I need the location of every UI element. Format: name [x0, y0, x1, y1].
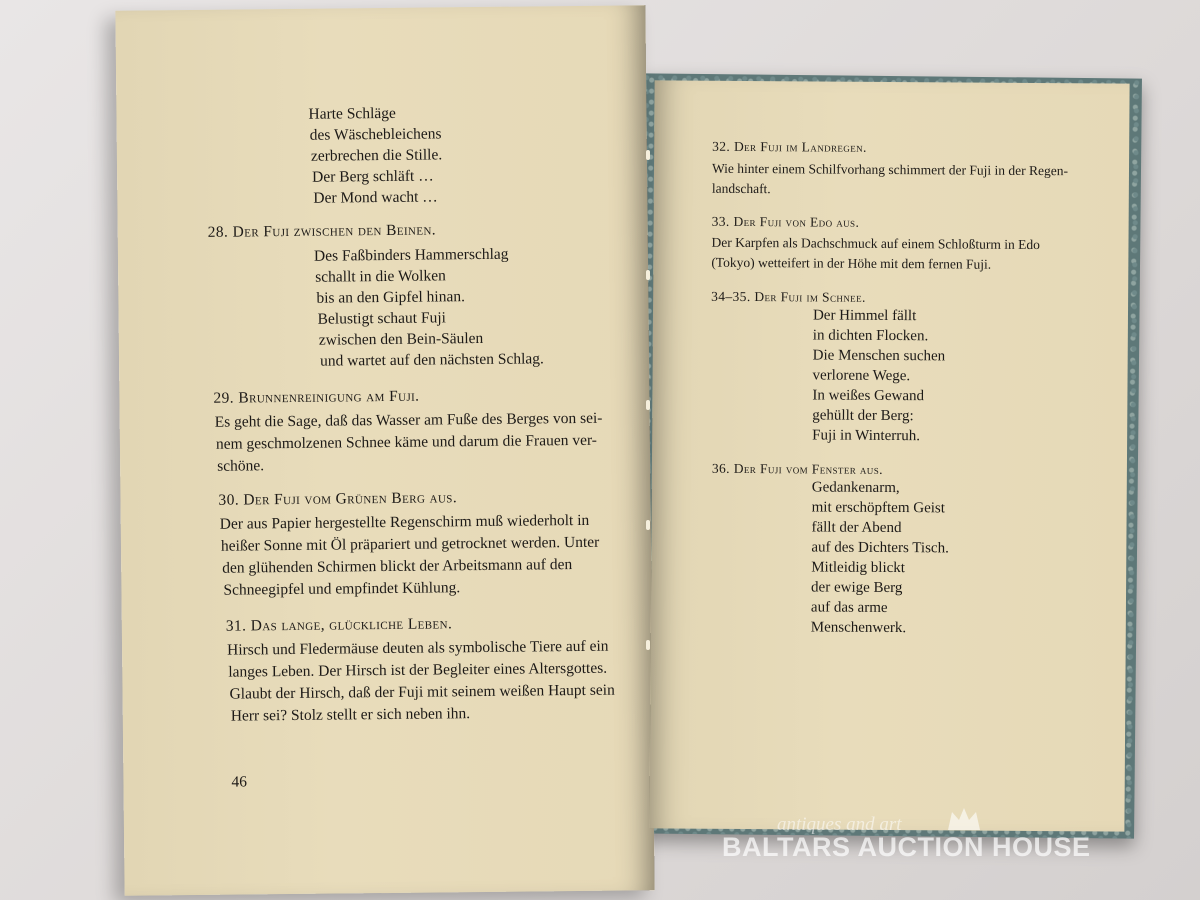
right-page	[649, 80, 1129, 831]
poem-line: auf das arme	[810, 599, 888, 616]
left-page	[115, 5, 654, 896]
poem-line: Der Berg schläft …	[312, 167, 434, 186]
prose-line: den glühenden Schirmen blickt der Arbeitsmann auf den	[222, 556, 573, 577]
poem-line: Des Faßbinders Hammerschlag	[313, 245, 509, 265]
prose-line: nem geschmolzenen Schnee käme und darum die Frauen ver-	[215, 431, 598, 453]
watermark-script: antiques and art	[777, 814, 902, 835]
section-heading-36: 36. Der Fuji vom Fenster aus.	[711, 460, 883, 477]
poem-line: schallt in die Wolken	[315, 267, 446, 286]
prose-line: schöne.	[217, 457, 265, 475]
poem-line: Die Menschen suchen	[812, 347, 946, 365]
prose-line: Der aus Papier hergestellte Regenschirm muß wiederholt in	[219, 511, 590, 533]
poem-line: Gedankenarm,	[811, 479, 900, 497]
prose-line: Herr sei? Stolz stellt er sich neben ihn.	[230, 705, 471, 725]
poem-line: des Wäschebleichens	[309, 125, 442, 144]
prose-line: Der Karpfen als Dachschmuck auf einem Schloßturm in Edo	[711, 234, 1040, 253]
watermark-title: BALTARS AUCTION HOUSE	[722, 832, 1091, 862]
page-number: 46	[231, 773, 248, 791]
binding-stitch	[646, 270, 650, 280]
prose-line: heißer Sonne mit Öl präpariert und getrocknet werden. Unter	[220, 533, 600, 555]
poem-line: auf des Dichters Tisch.	[811, 539, 949, 557]
section-heading-28: 28. Der Fuji zwischen den Beinen.	[207, 221, 437, 241]
prose-line: landschaft.	[711, 180, 771, 197]
poem-line: Fuji in Winterruh.	[812, 427, 921, 445]
binding-stitch	[646, 640, 650, 650]
prose-line: Es geht die Sage, daß das Wasser am Fuße des Berges von sei-	[214, 409, 603, 431]
prose-line: Glaubt der Hirsch, daß der Fuji mit seinem weißen Haupt sein	[229, 681, 615, 703]
poem-line: verlorene Wege.	[812, 367, 911, 385]
prose-line: Wie hinter einem Schilfvorhang schimmert der Fuji in der Regen-	[711, 160, 1069, 179]
poem-line: in dichten Flocken.	[812, 327, 929, 345]
poem-line: Harte Schläge	[308, 104, 396, 123]
section-heading-34-35: 34–35. Der Fuji im Schnee.	[711, 288, 866, 305]
binding-stitch	[646, 400, 650, 410]
section-heading-29: 29. Brunnenreinigung am Fuji.	[213, 387, 420, 407]
section-heading-30: 30. Der Fuji vom Grünen Berg aus.	[218, 489, 458, 509]
poem-line: Menschenwerk.	[810, 619, 907, 637]
binding-stitch	[646, 520, 650, 530]
prose-line: (Tokyo) wetteifert in der Höhe mit dem fernen Fuji.	[711, 254, 992, 272]
poem-line: zwischen den Bein-Säulen	[318, 329, 484, 349]
section-heading-31: 31. Das lange, glückliche Leben.	[225, 615, 453, 635]
prose-line: langes Leben. Der Hirsch ist der Begleiter eines Altersgottes.	[228, 659, 608, 681]
poem-line: Der Himmel fällt	[812, 307, 917, 325]
poem-line: der ewige Berg	[811, 579, 903, 597]
poem-line: und wartet auf den nächsten Schlag.	[319, 350, 544, 370]
poem-line: gehüllt der Berg:	[812, 407, 914, 425]
binding-stitch	[646, 150, 650, 160]
prose-line: Hirsch und Fledermäuse deuten als symbolische Tiere auf ein	[226, 637, 609, 659]
poem-line: bis an den Gipfel hinan.	[316, 288, 465, 307]
poem-line: mit erschöpftem Geist	[811, 499, 946, 517]
section-heading-32: 32. Der Fuji im Landregen.	[712, 138, 867, 155]
poem-line: Mitleidig blickt	[811, 559, 906, 577]
poem-line: fällt der Abend	[811, 519, 902, 537]
section-heading-33: 33. Der Fuji von Edo aus.	[711, 213, 860, 230]
poem-line: Belustigt schaut Fuji	[317, 309, 447, 328]
prose-line: Schneegipfel und empfindet Kühlung.	[223, 579, 461, 599]
poem-line: In weißes Gewand	[812, 387, 925, 405]
poem-line: zerbrechen die Stille.	[310, 146, 443, 165]
poem-line: Der Mond wacht …	[313, 188, 438, 207]
